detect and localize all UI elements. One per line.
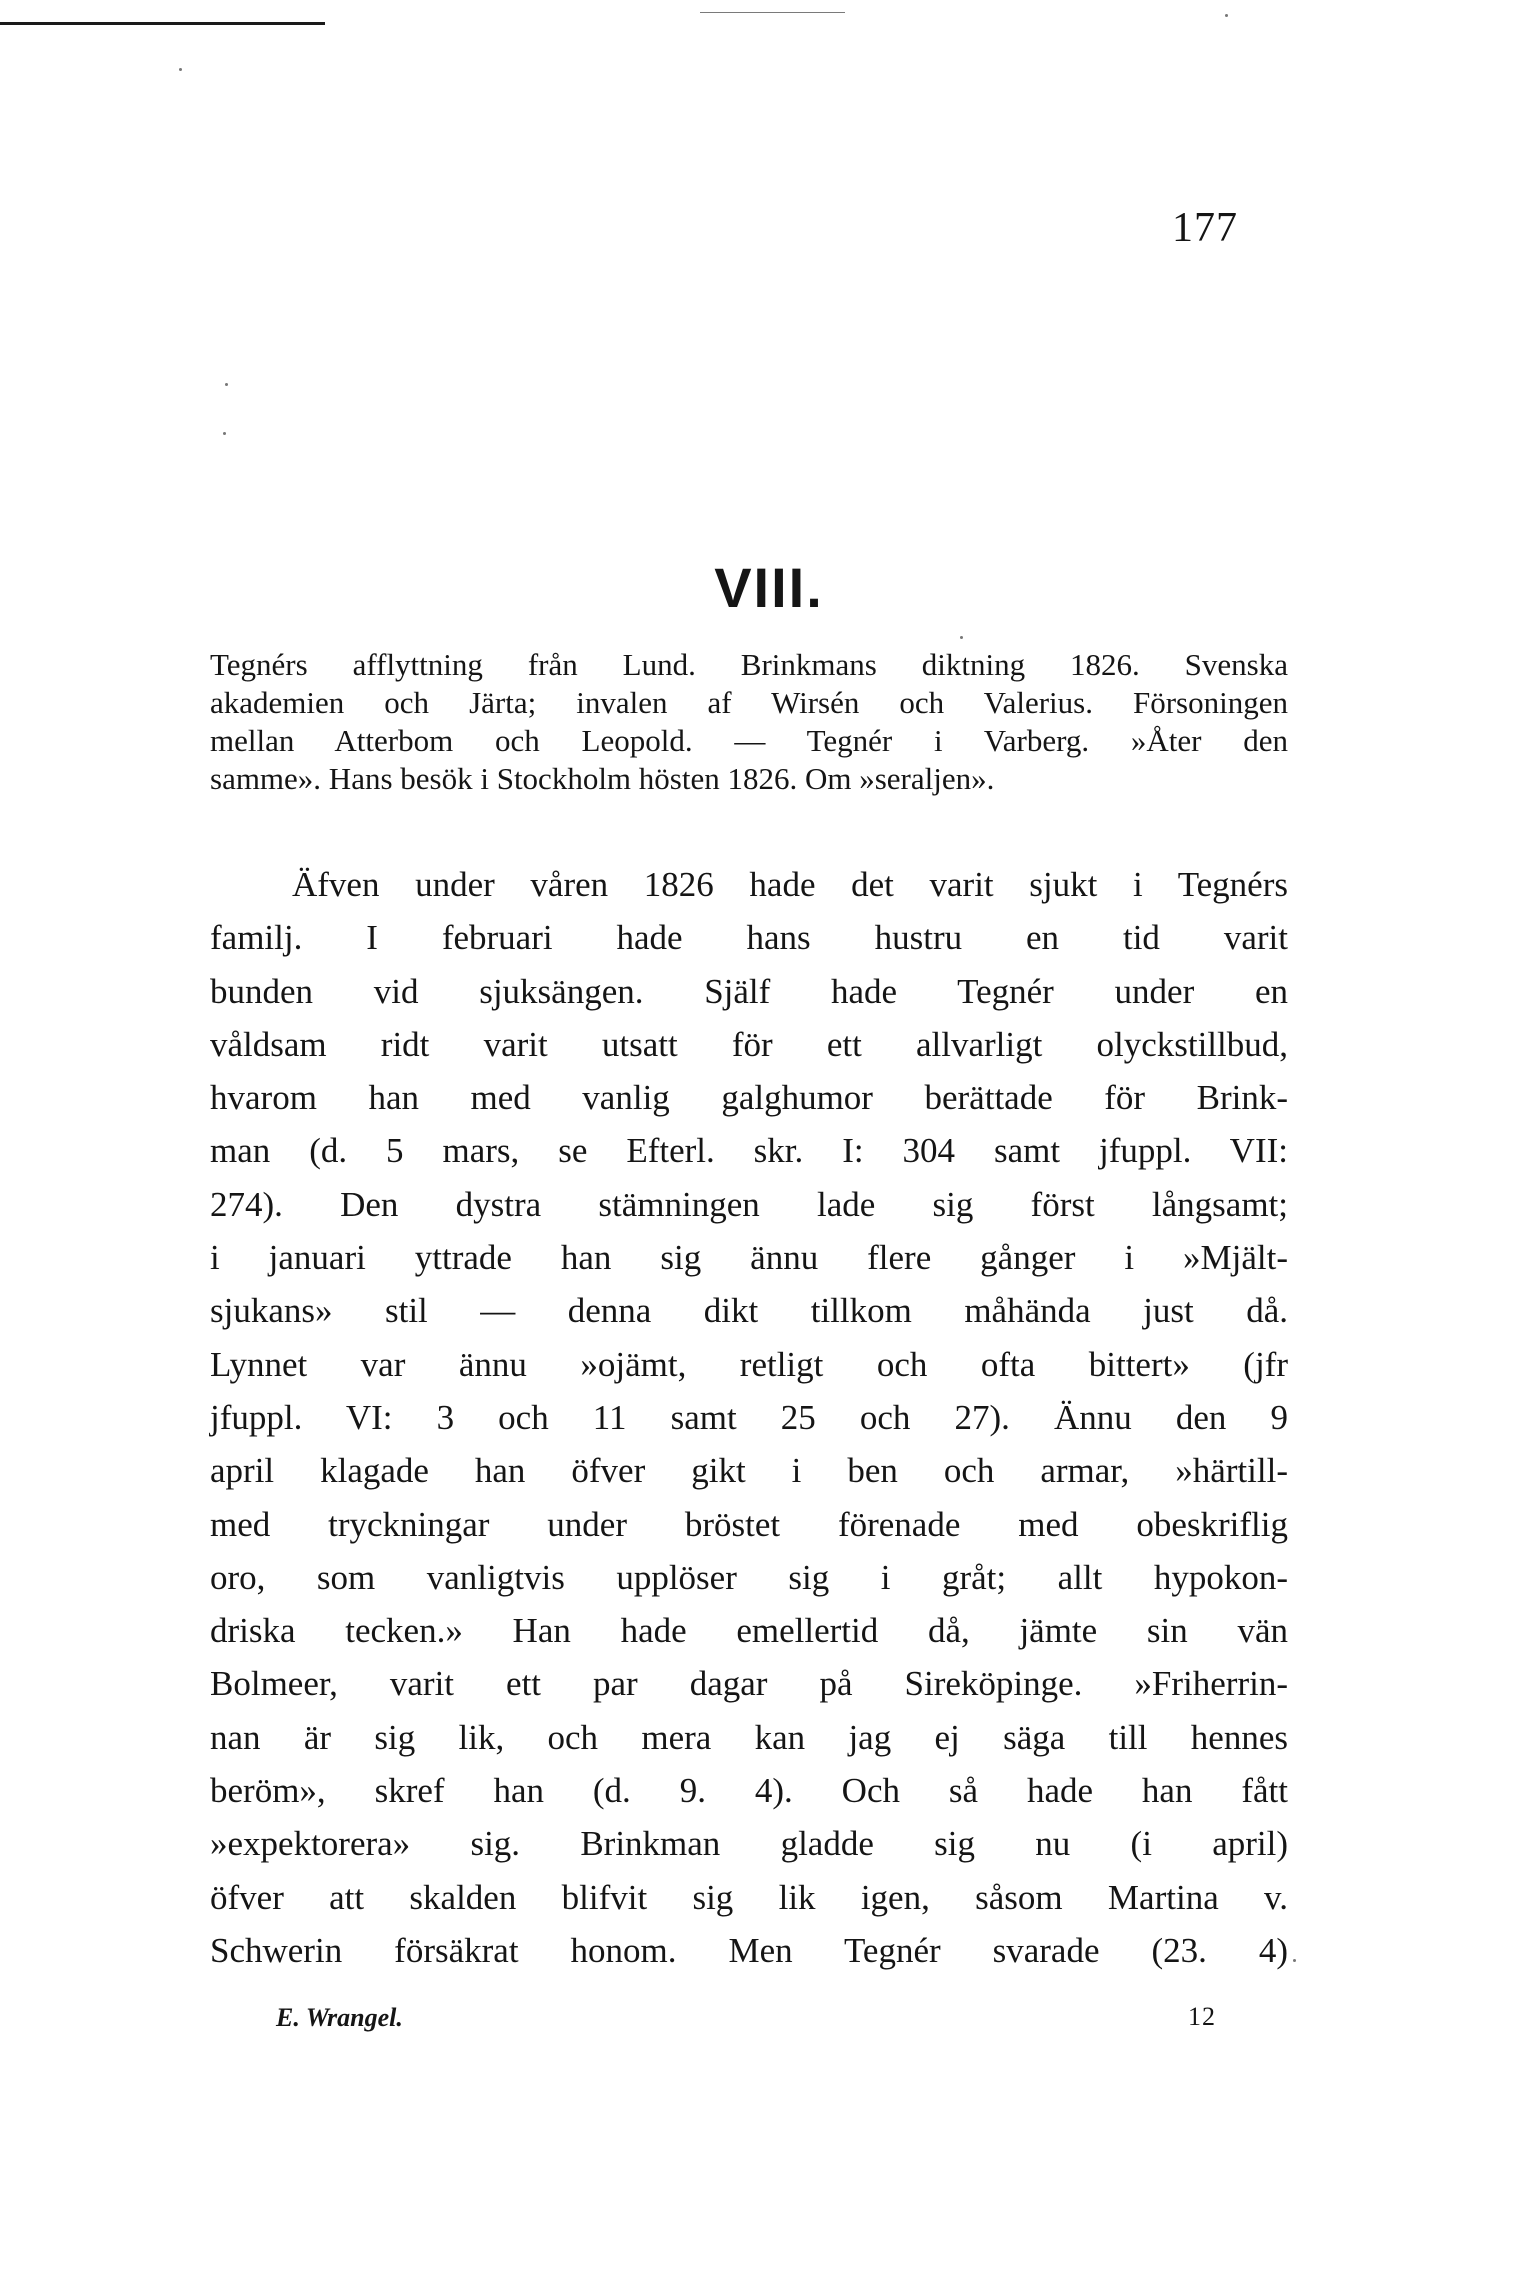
scan-speck [223,432,226,435]
body-line: familj. I februari hade hans hustru en tid varit [210,918,1288,958]
scan-speck [1225,14,1228,17]
body-line: i januari yttrade han sig ännu flere gånger i »Mjält- [210,1238,1288,1278]
body-line: med tryckningar under bröstet förenade med obeskriflig [210,1504,1288,1544]
scan-speck [960,636,963,639]
body-line: »expektorera» sig. Brinkman gladde sig nu (i april) [210,1824,1288,1864]
body-line: jfuppl. VI: 3 och 11 samt 25 och 27). Ännu den 9 [210,1397,1288,1437]
body-line: våldsam ridt varit utsatt för ett allvarligt olyckstillbud, [210,1024,1288,1064]
summary-line: akademien och Järta; invalen af Wirsén och Valerius. Försoningen [210,685,1288,720]
scan-speck [225,383,228,386]
summary-line: Tegnérs afflyttning från Lund. Brinkmans diktning 1826. Svenska [210,647,1288,682]
signature-mark: 12 [1188,2002,1216,2031]
body-line: man (d. 5 mars, se Efterl. skr. I: 304 samt jfuppl. VII: [210,1131,1288,1171]
body-line: april klagade han öfver gikt i ben och armar, »härtill- [210,1451,1288,1491]
footer-author: E. Wrangel. [276,2003,403,2032]
scan-edge-mark [700,12,845,13]
scan-speck [179,68,182,71]
body-line: oro, som vanligtvis upplöser sig i gråt; allt hypokon- [210,1557,1288,1597]
body-line: driska tecken.» Han hade emellertid då, jämte sin vän [210,1611,1288,1651]
body-line: bunden vid sjuksängen. Själf hade Tegnér under en [210,971,1288,1011]
body-line: Äfven under våren 1826 hade det varit sjukt i Tegnérs [292,865,1288,904]
body-line: nan är sig lik, och mera kan jag ej säga till hennes [210,1717,1288,1757]
chapter-summary [210,646,1288,798]
body-line: Schwerin försäkrat honom. Men Tegnér svarade (23. 4) [210,1930,1288,1970]
body-line: öfver att skalden blifvit sig lik igen, såsom Martina v. [210,1877,1288,1917]
body-paragraph [210,858,1288,1977]
body-line: hvarom han med vanlig galghumor berättade för Brink- [210,1078,1288,1118]
summary-line: mellan Atterbom och Leopold. — Tegnér i Varberg. »Åter den [210,723,1288,758]
body-line: Bolmeer, varit ett par dagar på Sireköpinge. »Friherrin- [210,1664,1288,1704]
page-number: 177 [1172,205,1238,251]
body-line: Lynnet var ännu »ojämt, retligt och ofta bittert» (jfr [210,1344,1288,1384]
summary-line: samme». Hans besök i Stockholm hösten 1826. Om »seraljen». [210,761,995,796]
scan-edge-mark [0,22,325,25]
scan-speck [1293,1959,1296,1962]
body-line: sjukans» stil — denna dikt tillkom måhända just då. [210,1291,1288,1331]
body-line: 274). Den dystra stämningen lade sig först långsamt; [210,1184,1288,1224]
chapter-title: VIII. [714,556,824,619]
body-line: beröm», skref han (d. 9. 4). Och så hade han fått [210,1771,1288,1811]
